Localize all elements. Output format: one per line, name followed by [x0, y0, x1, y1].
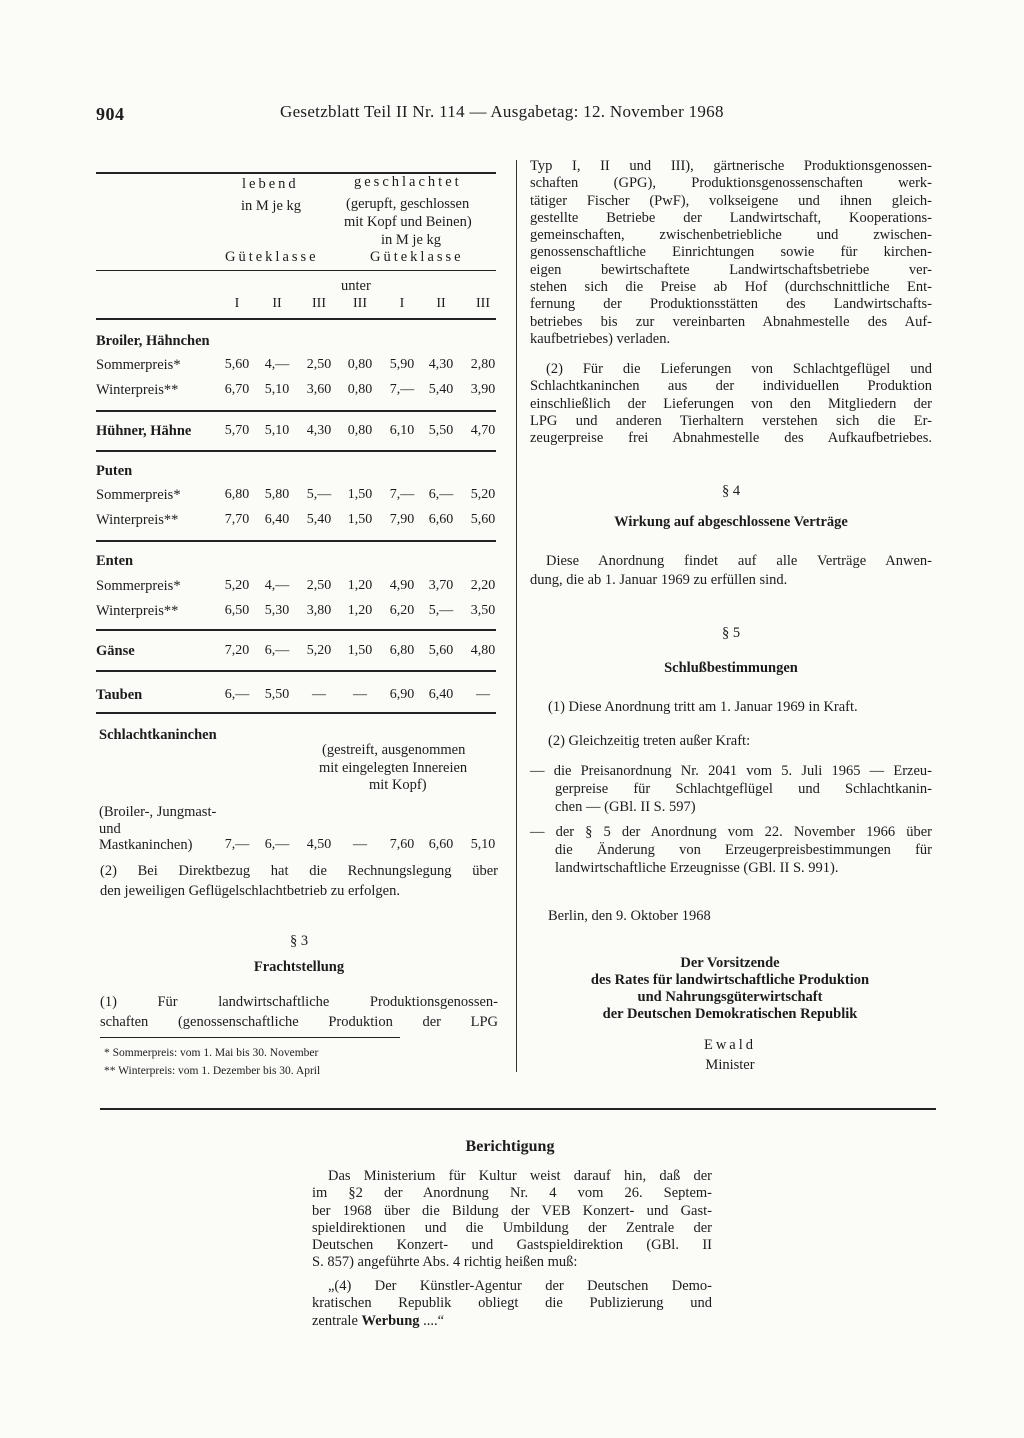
text-line: „(4) Der Künstler-Agentur der Deutschen Demo-: [328, 1278, 712, 1294]
price-cell: 0,80: [347, 423, 373, 438]
text-line: dung, die ab 1. Januar 1969 zu erfüllen sind.: [530, 572, 788, 588]
price-cell: —: [353, 837, 367, 852]
price-cell: 1,50: [347, 643, 373, 658]
right-sec4-para: [530, 552, 932, 590]
price-cell: 5,—: [306, 487, 332, 502]
col-head-geschlachtet-note-2: mit Kopf und Beinen): [344, 214, 472, 230]
price-cell: 5,70: [224, 423, 250, 438]
page-number: 904: [96, 104, 125, 124]
price-cell: 4,30: [306, 423, 332, 438]
table-head-rule: [96, 270, 496, 271]
text-line: fernung der Produktionsstätten des Landwirtschafts-: [530, 296, 932, 313]
class-head: I: [234, 296, 240, 311]
group-enten: Enten: [96, 553, 134, 569]
kaninchen-note-3: mit Kopf): [369, 777, 427, 793]
footnote-2: ** Winterpreis: vom 1. Dezember bis 30. April: [104, 1065, 321, 1077]
section-divider: [100, 1108, 936, 1110]
group-tauben: Tauben: [96, 687, 143, 703]
quote-text: zentrale: [312, 1312, 362, 1329]
price-cell: 6,80: [224, 487, 250, 502]
price-cell: 4,70: [470, 423, 496, 438]
price-cell: 5,20: [306, 643, 332, 658]
repeal-item-1: [530, 762, 932, 816]
text-line: tätiger Fischer (PwF), volkseigene und ihnen gleich-: [530, 192, 932, 209]
group-kaninchen: Schlachtkaninchen: [99, 727, 217, 743]
price-cell: 5,50: [428, 423, 454, 438]
row-label: Sommerpreis*: [96, 357, 181, 373]
group-gaense: Gänse: [96, 643, 135, 659]
group-rule: [96, 540, 496, 542]
price-cell: 5,10: [470, 837, 496, 852]
price-cell: 6,—: [264, 643, 290, 658]
price-cell: 5,60: [470, 512, 496, 527]
class-head: III: [353, 296, 367, 311]
price-cell: 7,90: [389, 512, 415, 527]
price-cell: 5,60: [428, 643, 454, 658]
class-head: I: [399, 296, 405, 311]
right-para-2: [530, 361, 932, 447]
left-para-2: [100, 862, 498, 901]
text-line: Deutschen Konzert- und Gastspieldirektion (GBl. II: [312, 1237, 712, 1254]
text-line: spieldirektionen und die Umbildung der Zentrale der: [312, 1219, 712, 1236]
text-line: S. 857) angeführte Abs. 4 richtig heißen muß:: [312, 1254, 578, 1271]
table-body-rule: [96, 318, 496, 320]
text-line: genossenschaftliche Einrichtungen sowie für kirchen-: [530, 244, 932, 261]
price-cell: 6,90: [389, 687, 415, 702]
price-cell: 3,60: [306, 382, 332, 397]
text-line: einschließlich der Lieferungen von den Mitgliedern der: [530, 395, 932, 412]
price-cell: 5,30: [264, 603, 290, 618]
text-line: Schlachtkaninchen aus der individuellen Produktion: [530, 378, 932, 395]
col-head-lebend: lebend: [242, 176, 299, 192]
text-line: chen — (GBl. II S. 597): [555, 799, 696, 815]
price-cell: 5,40: [306, 512, 332, 527]
text-line: die Änderung von Erzeugerpreisbestimmungen für: [555, 842, 932, 858]
group-rule: [96, 450, 496, 452]
price-cell: 5,20: [224, 578, 250, 593]
signer-title: Minister: [705, 1057, 755, 1073]
price-cell: 5,90: [389, 357, 415, 372]
signer-name: Ewald: [703, 1037, 757, 1053]
text-line: ber 1968 über die Bildung der VEB Konzert- und Gast-: [312, 1202, 712, 1219]
price-cell: 1,50: [347, 487, 373, 502]
price-cell: 1,20: [347, 603, 373, 618]
section-5-para-1: (1) Diese Anordnung tritt am 1. Januar 1969 in Kraft.: [548, 699, 858, 715]
kaninchen-label-1: (Broiler-, Jungmast-: [99, 804, 217, 820]
price-cell: 2,20: [470, 578, 496, 593]
group-puten: Puten: [96, 463, 133, 479]
price-cell: 4,30: [428, 357, 454, 372]
class-head: II: [272, 296, 282, 311]
group-rule: [96, 712, 496, 714]
quote-bold: Werbung: [361, 1312, 420, 1329]
price-cell: 7,—: [389, 487, 415, 502]
price-cell: 4,—: [264, 357, 290, 372]
class-head: III: [476, 296, 490, 311]
col-head-lebend-unit: in M je kg: [241, 198, 302, 214]
text-line: schaften (genossenschaftliche Produktion der LPG: [100, 1013, 498, 1030]
row-label: Sommerpreis*: [96, 487, 181, 503]
section-5-para-2: (2) Gleichzeitig treten außer Kraft:: [548, 733, 751, 749]
price-cell: 5,60: [224, 357, 250, 372]
text-line: gerpreise für Schlachtgeflügel und Schlachtkanin-: [555, 781, 932, 797]
signature-line-1: Der Vorsitzende: [680, 955, 780, 971]
text-line: kratischen Republik obliegt die Publizierung und: [312, 1295, 712, 1312]
berichtigung-title: Berichtigung: [465, 1138, 555, 1155]
text-line: gemeinschaften, zwischenbetriebliche und zwischen-: [530, 227, 932, 244]
price-cell: 0,80: [347, 382, 373, 397]
price-cell: 4,50: [306, 837, 332, 852]
kaninchen-label-2: und: [99, 821, 121, 837]
text-line: (2) Für die Lieferungen von Schlachtgeflügel und: [546, 361, 932, 377]
class-head: II: [436, 296, 446, 311]
group-rule: [96, 629, 496, 631]
running-head: Gesetzblatt Teil II Nr. 114 — Ausgabetag: 12. November 1968: [280, 102, 724, 121]
col-head-unter: unter: [341, 278, 371, 294]
price-cell: 6,20: [389, 603, 415, 618]
signature-line-4: der Deutschen Demokratischen Republik: [602, 1006, 858, 1022]
text-line: — die Preisanordnung Nr. 2041 vom 5. Juli 1965 — Erzeu-: [530, 763, 932, 779]
price-cell: 1,20: [347, 578, 373, 593]
row-label: Winterpreis**: [96, 512, 179, 528]
place-date: Berlin, den 9. Oktober 1968: [548, 908, 711, 924]
price-cell: 6,70: [224, 382, 250, 397]
text-line: landwirtschaftliche Erzeugnisse (GBl. II S. 991).: [555, 860, 839, 876]
col-head-geschlachtet: geschlachtet: [354, 174, 462, 190]
price-cell: 5,10: [264, 382, 290, 397]
group-broiler: Broiler, Hähnchen: [96, 333, 210, 349]
text-line: zeugerpreise frei Abnahmestelle des Aufkaufbetriebes.: [530, 430, 932, 447]
kaninchen-label-3: Mastkaninchen): [99, 837, 193, 853]
price-cell: 4,80: [470, 643, 496, 658]
price-cell: 4,—: [264, 578, 290, 593]
price-cell: 7,—: [389, 382, 415, 397]
text-line: Typ I, II und III), gärtnerische Produktionsgenossen-: [530, 158, 932, 174]
footnote-1: * Sommerpreis: vom 1. Mai bis 30. November: [104, 1047, 319, 1059]
text-line: Das Ministerium für Kultur weist darauf hin, daß der: [328, 1168, 712, 1184]
price-cell: 5,—: [428, 603, 454, 618]
price-cell: 5,10: [264, 423, 290, 438]
price-cell: 3,50: [470, 603, 496, 618]
signature-line-3: und Nahrungsgüterwirtschaft: [637, 989, 823, 1005]
price-cell: 7,20: [224, 643, 250, 658]
price-cell: 6,10: [389, 423, 415, 438]
group-rule: [96, 670, 496, 672]
col-head-lebend-class: Güteklasse: [225, 249, 319, 265]
col-head-geschlachtet-note-1: (gerupft, geschlossen: [346, 196, 470, 212]
kaninchen-note-2: mit eingelegten Innereien: [319, 760, 468, 776]
section-3-number: § 3: [289, 933, 309, 949]
text-line: den jeweiligen Geflügelschlachtbetrieb zu erfolgen.: [100, 882, 400, 899]
signature-line-2: des Rates für landwirtschaftliche Produktion: [590, 972, 870, 988]
price-cell: 6,60: [428, 512, 454, 527]
price-cell: 7,—: [224, 837, 250, 852]
price-cell: 6,40: [428, 687, 454, 702]
row-label: Winterpreis**: [96, 603, 179, 619]
repeal-item-2: [530, 823, 932, 877]
text-line: Diese Anordnung findet auf alle Verträge Anwen-: [546, 553, 932, 569]
price-cell: 0,80: [347, 357, 373, 372]
kaninchen-note-1: (gestreift, ausgenommen: [322, 742, 466, 758]
text-line: kaufbetriebes) verladen.: [530, 330, 671, 347]
price-cell: —: [353, 687, 367, 702]
group-huehner: Hühner, Hähne: [96, 423, 192, 439]
text-line: eigen bewirtschaftete Landwirtschaftsbetriebe ver-: [530, 261, 932, 278]
text-line: im §2 der Anordnung Nr. 4 vom 26. Septem-: [312, 1185, 712, 1202]
right-para-cont: [530, 158, 932, 348]
section-5-number: § 5: [721, 625, 741, 641]
price-cell: 6,40: [264, 512, 290, 527]
col-head-geschlachtet-unit: in M je kg: [381, 232, 442, 248]
price-cell: 6,60: [428, 837, 454, 852]
quote-end: ....“: [419, 1312, 445, 1329]
berichtigung-quote: [312, 1278, 712, 1330]
price-cell: 6,—: [224, 687, 250, 702]
section-3-title: Frachtstellung: [253, 959, 345, 975]
price-cell: 3,80: [306, 603, 332, 618]
price-cell: 6,50: [224, 603, 250, 618]
text-line: schaften (GPG), Produktionsgenossenschaften werk-: [530, 175, 932, 192]
price-cell: 5,20: [470, 487, 496, 502]
price-cell: 5,50: [264, 687, 290, 702]
price-cell: 3,90: [470, 382, 496, 397]
group-rule: [96, 410, 496, 412]
section-4-title: Wirkung auf abgeschlossene Verträge: [614, 514, 848, 530]
price-cell: 6,80: [389, 643, 415, 658]
text-line: (2) Bei Direktbezug hat die Rechnungslegung über: [100, 863, 498, 879]
row-label: Winterpreis**: [96, 382, 179, 398]
section-5-title: Schlußbestimmungen: [664, 660, 798, 676]
price-cell: 2,50: [306, 578, 332, 593]
price-cell: —: [312, 687, 326, 702]
price-cell: 5,40: [428, 382, 454, 397]
price-cell: 6,—: [264, 837, 290, 852]
text-line: (1) Für landwirtschaftliche Produktionsgenossen-: [100, 994, 498, 1010]
footnote-rule: [100, 1037, 400, 1038]
text-line: betriebes bis zur vereinbarten Abnahmestelle des Auf-: [530, 313, 932, 330]
price-cell: 1,50: [347, 512, 373, 527]
berichtigung-para: [312, 1168, 712, 1272]
col-head-geschlachtet-class: Güteklasse: [370, 249, 464, 265]
price-cell: 2,50: [306, 357, 332, 372]
price-cell: 3,70: [428, 578, 454, 593]
row-label: Sommerpreis*: [96, 578, 181, 594]
text-line: — der § 5 der Anordnung vom 22. November 1966 über: [530, 824, 932, 840]
price-cell: —: [476, 687, 490, 702]
price-cell: 5,80: [264, 487, 290, 502]
left-sec3-para-1: [100, 993, 498, 1032]
text-line: stehen sich die Preise ab Hof (durchschnittliche Ent-: [530, 279, 932, 296]
price-cell: 4,90: [389, 578, 415, 593]
price-cell: 7,60: [389, 837, 415, 852]
section-4-number: § 4: [721, 483, 741, 499]
class-head: III: [312, 296, 326, 311]
price-cell: 7,70: [224, 512, 250, 527]
column-divider: [516, 160, 517, 1072]
text-line: LPG und anderen Tierhaltern verstehen sich die Er-: [530, 412, 932, 429]
price-cell: 6,—: [428, 487, 454, 502]
price-cell: 2,80: [470, 357, 496, 372]
text-line: [312, 1313, 712, 1330]
text-line: gestellte Betriebe der Landwirtschaft, Kooperations-: [530, 209, 932, 226]
